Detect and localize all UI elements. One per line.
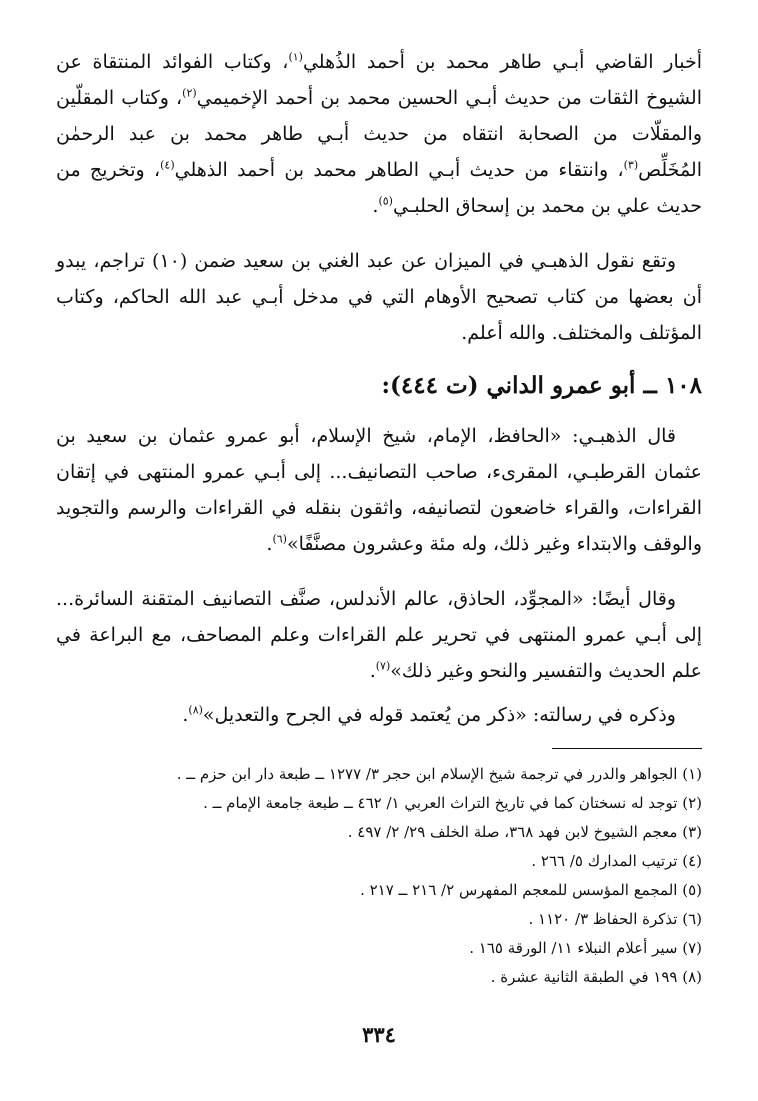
para3 bbox=[56, 418, 702, 562]
footnote-item: (٦) تذكرة الحفاظ ٣/ ١١٢٠ . bbox=[528, 910, 702, 928]
para5-text-1: وذكره في رسالته: «ذكر من يُعتمد قوله في الجرح والتعديل» bbox=[202, 704, 676, 726]
para1-text-2: ، وكتاب الفوائد المنتقاة عن الشيوخ الثقات من حديث أبـي الحسين محمد بن أحمد الإخميمي bbox=[56, 51, 703, 109]
para4 bbox=[56, 581, 702, 689]
entry-heading: ١٠٨ ــ أبو عمرو الداني (ت ٤٤٤): bbox=[381, 372, 702, 399]
footnote-item: (٢) توجد له نسختان كما في تاريخ التراث العربي ١/ ٤٦٢ ــ طبعة جامعة الإمام ــ . bbox=[203, 794, 702, 812]
footnote-item: (٤) ترتيب المدارك ٥/ ٢٦٦ . bbox=[531, 852, 702, 870]
para5-text-2: . bbox=[182, 704, 189, 726]
footnote-item: (٨) ١٩٩ في الطبقة الثانية عشرة . bbox=[490, 968, 702, 986]
para1-text-1: أخبار القاضي أبـي طاهر محمد بن أحمد الذُهلي bbox=[302, 51, 702, 73]
para5 bbox=[56, 697, 702, 733]
footnote-ref-2[interactable]: (٢) bbox=[182, 86, 197, 100]
footnote-ref-6[interactable]: (٦) bbox=[272, 532, 287, 546]
para1-text-4: ، وانتقاء من حديث أبـي الطاهر محمد بن أحمد الذهلي bbox=[174, 159, 624, 181]
footnote-ref-7[interactable]: (٧) bbox=[375, 659, 391, 673]
footnote-item: (١) الجواهر والدرر في ترجمة شيخ الإسلام ابن حجر ٣/ ١٢٧٧ ــ طبعة دار ابن حزم ــ . bbox=[176, 765, 702, 783]
para2-text: وتقع نقول الذهبـي في الميزان عن عبد الغني بن سعيد ضمن (١٠) تراجم، يبدو أن بعضها من كتاب تصحيح الأوهام التي في مدخل أبـي عبد الله الحاكم، وكتاب المؤتلف والمختلف. والله أعلم. bbox=[56, 250, 702, 344]
para3-text-1: قال الذهبـي: «الحافظ، الإمام، شيخ الإسلام، أبو عمرو عثمان بن سعيد بن عثمان القرطبـي، المقرىء، صاحب التصانيف... إلى أبـي عمرو المنتهى في إتقان القراءات، والقراء خاضعون لتصانيفه، واثقون بنقله في القراءات والرسم والتجويد والوقف والابتداء وغير ذلك، وله مئة وعشرون مصنَّفًا» bbox=[56, 425, 702, 555]
para4-text-1: وقال أيضًا: «المجوِّد، الحاذق، عالم الأندلس، صنَّف التصانيف المتقنة السائرة... إلى أبـي عمرو المنتهى في تحرير علم القراءات وعلم المصاحف، مع البراعة في علم الحديث والتفسير والنحو وغير ذلك» bbox=[56, 588, 702, 682]
footnote-item: (٧) سير أعلام النبلاء ١١/ الورقة ١٦٥ . bbox=[469, 939, 702, 957]
paragraph-dhahabi-mizan bbox=[56, 243, 702, 351]
para1-text-3: ، وكتاب المقلّين والمقلّات من الصحابة انتقاه من حديث أبـي طاهر محمد بن عبد الرحمٰن المُخَلِّص bbox=[56, 87, 702, 181]
footnote-item: (٣) معجم الشيوخ لابن فهد ٣٦٨، صلة الخلف ٢٩/ ٢/ ٤٩٧ . bbox=[347, 823, 702, 841]
footnote-ref-4[interactable]: (٤) bbox=[160, 158, 175, 172]
footnote-ref-8[interactable]: (٨) bbox=[188, 703, 203, 717]
para1-text-6: . bbox=[372, 195, 379, 217]
page-number: ٣٣٤ bbox=[362, 1022, 396, 1047]
footnote-ref-5[interactable]: (٥) bbox=[378, 194, 393, 208]
footnote-divider bbox=[552, 748, 702, 749]
paragraph-quote-1 bbox=[56, 418, 702, 562]
main-text bbox=[56, 44, 702, 224]
paragraph-quote-2 bbox=[56, 581, 702, 689]
paragraph-risala bbox=[56, 697, 702, 733]
para3-text-2: . bbox=[266, 533, 273, 555]
footnote-item: (٥) المجمع المؤسس للمعجم المفهرس ٢/ ٢١٦ ــ ٢١٧ . bbox=[360, 881, 702, 899]
para1-text-5: ، وتخريج من حديث علي بن محمد بن إسحاق الحلبـي bbox=[56, 159, 702, 217]
footnote-ref-1[interactable]: (١) bbox=[288, 50, 303, 64]
footnotes-list bbox=[56, 760, 702, 992]
paragraph-continued bbox=[56, 44, 702, 224]
footnote-ref-3[interactable]: (٣) bbox=[623, 158, 639, 172]
para4-text-2: . bbox=[369, 660, 376, 682]
